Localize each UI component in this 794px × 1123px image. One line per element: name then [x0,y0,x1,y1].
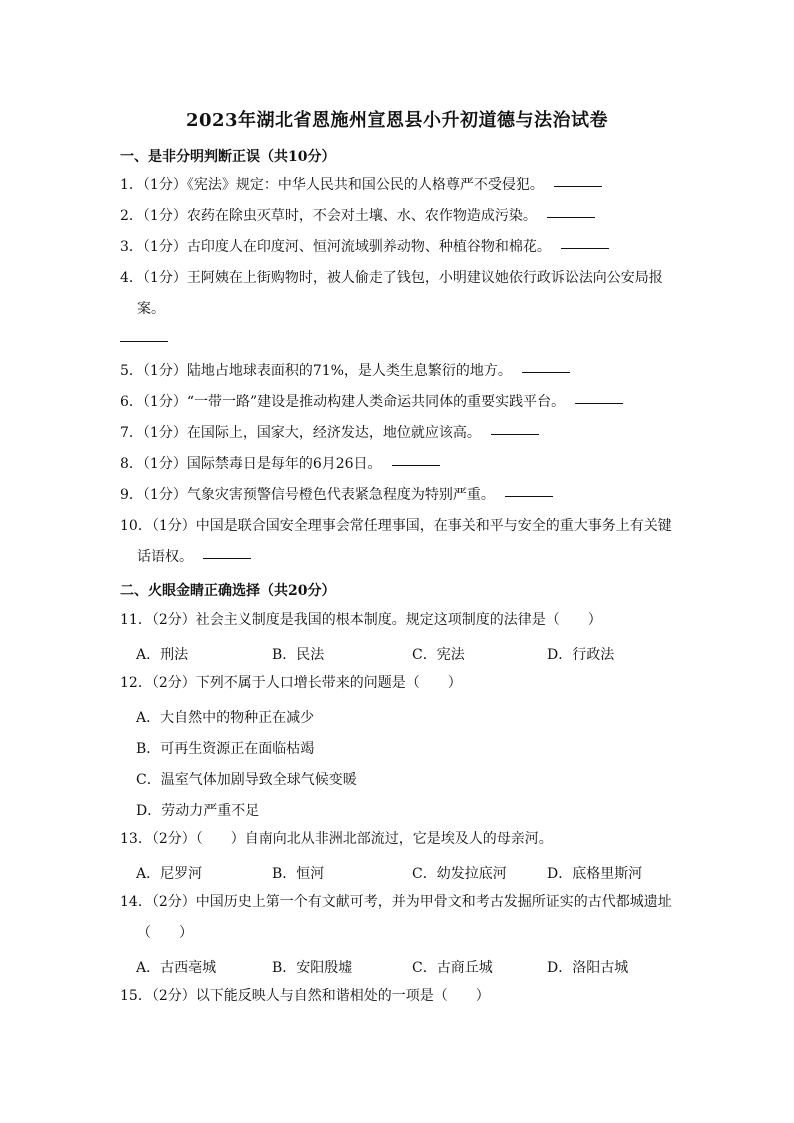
question-15: 15．（2分）以下能反映人与自然和谐相处的一项是（ ） [120,988,490,1004]
answer-blank[interactable] [505,495,553,497]
question-6 [120,387,690,418]
question-text-continued: （ ） [137,925,193,941]
question-text: 2．（1分）农药在除虫灭草时，不会对土壤、水、农作物造成污染。 [120,208,537,224]
answer-blank[interactable] [392,464,440,466]
option-b[interactable]: B．可再生资源正在面临枯竭 [136,741,315,757]
question-4-answer-line [120,325,690,356]
answer-blank[interactable] [554,185,602,187]
question-8 [120,449,690,480]
answer-blank[interactable] [561,247,609,249]
question-text: 10．（1分）中国是联合国安全理事会常任理事国，在事关和平与安全的重大事务上有关键 [120,518,672,534]
option-d[interactable]: D．底格里斯河 [547,866,643,882]
question-2 [120,201,690,232]
section-heading-multiple-choice: 二、火眼金睛正确选择（共20分） [120,583,336,599]
option-a[interactable]: A．大自然中的物种正在减少 [136,710,315,726]
question-text: 7．（1分）在国际上，国家大，经济发达，地位就应该高。 [120,425,481,441]
question-14 [120,887,690,949]
question-text: 5．（1分）陆地占地球表面积的71%，是人类生息繁衍的地方。 [120,363,512,379]
answer-blank[interactable] [120,340,168,342]
answer-blank[interactable] [203,557,251,559]
answer-blank[interactable] [491,433,539,435]
option-d[interactable]: D．劳动力严重不足 [136,803,260,819]
question-4 [120,263,690,325]
question-3 [120,232,690,263]
option-a[interactable]: A．尼罗河 [136,866,203,882]
option-c[interactable]: C．古商丘城 [412,960,493,976]
question-12: 12．（2分）下列不属于人口增长带来的问题是（ ） [120,675,462,691]
option-c[interactable]: C．幼发拉底河 [412,866,507,882]
question-text: 6．（1分）“一带一路”建设是推动构建人类命运共同体的重要实践平台。 [120,394,566,410]
question-11: 11．（2分）社会主义制度是我国的根本制度。规定这项制度的法律是（ ） [120,612,602,628]
question-text: 14．（2分）中国历史上第一个有文献可考，并为甲骨文和考古发掘所证实的古代都城遗址 [120,894,672,910]
question-5 [120,356,690,387]
question-text: 9．（1分）气象灾害预警信号橙色代表紧急程度为特别严重。 [120,487,495,503]
question-13: 13．（2分）（ ）自南向北从非洲北部流过，它是埃及人的母亲河。 [120,831,553,847]
option-d[interactable]: D．行政法 [547,647,615,663]
page-title: 2023年湖北省恩施州宣恩县小升初道德与法治试卷 [185,110,609,131]
section-heading-true-false: 一、是非分明判断正误（共10分） [120,149,336,165]
option-a[interactable]: A．古西亳城 [136,960,217,976]
question-text: 1．（1分）《宪法》规定：中华人民共和国公民的人格尊严不受侵犯。 [120,177,544,193]
question-text-continued: 话语权。 [137,549,193,565]
answer-blank[interactable] [547,216,595,218]
option-d[interactable]: D．洛阳古城 [547,960,629,976]
question-text-continued: 案。 [137,301,165,317]
question-text: 4．（1分）王阿姨在上街购物时，被人偷走了钱包，小明建议她依行政诉讼法向公安局报 [120,270,663,286]
question-9 [120,480,690,511]
option-a[interactable]: A．刑法 [136,647,189,663]
answer-blank[interactable] [575,402,623,404]
option-b[interactable]: B．民法 [272,647,325,663]
question-text: 8．（1分）国际禁毒日是每年的6月26日。 [120,456,382,472]
option-c[interactable]: C．宪法 [412,647,465,663]
answer-blank[interactable] [522,371,570,373]
question-1 [120,170,690,201]
question-text: 3．（1分）古印度人在印度河、恒河流域驯养动物、种植谷物和棉花。 [120,239,551,255]
question-10 [120,511,690,573]
option-b[interactable]: B．安阳殷墟 [272,960,353,976]
option-b[interactable]: B．恒河 [272,866,325,882]
option-c[interactable]: C．温室气体加剧导致全球气候变暖 [136,772,357,788]
question-7 [120,418,690,449]
